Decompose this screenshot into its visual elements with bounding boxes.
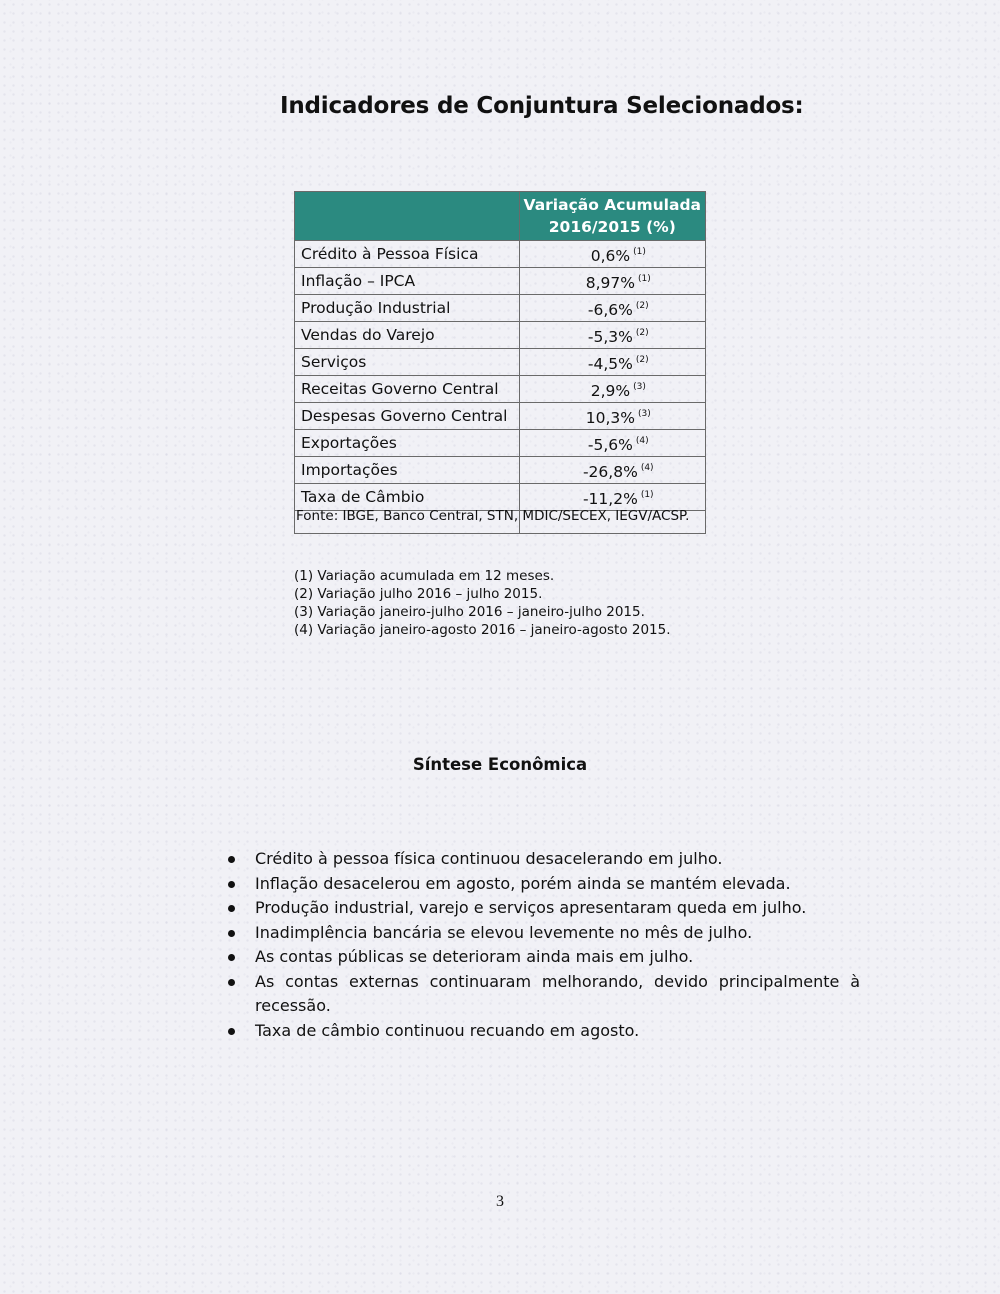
- table-row: [295, 241, 706, 268]
- list-item-text: Taxa de câmbio continuou recuando em agosto.: [255, 1020, 640, 1040]
- list-item: [228, 1019, 860, 1044]
- bullet-icon: [228, 856, 235, 863]
- table-row: [295, 376, 706, 403]
- row-label: Importações: [295, 457, 520, 484]
- row-value-cell: [519, 484, 705, 511]
- row-value-cell: [519, 295, 705, 322]
- row-value-cell: [519, 457, 705, 484]
- row-label: Inflação – IPCA: [295, 268, 520, 295]
- row-value: 8,97%: [585, 274, 636, 292]
- table-row: [295, 295, 706, 322]
- list-item-text: Crédito à pessoa física continuou desacelerando em julho.: [255, 849, 723, 868]
- bullet-icon: [228, 954, 235, 961]
- row-value: 0,6%: [590, 247, 631, 265]
- row-value-cell: [519, 349, 705, 376]
- row-note: (3): [633, 382, 646, 392]
- row-value: -4,5%: [587, 355, 633, 373]
- page-title: Indicadores de Conjuntura Selecionados:: [280, 93, 804, 119]
- row-label: Exportações: [295, 430, 520, 457]
- list-item-text: As contas públicas se deterioram ainda mais em julho.: [255, 947, 694, 966]
- list-item-text: Inflação desacelerou em agosto, porém ainda se mantém elevada.: [255, 873, 791, 893]
- table-row: [295, 457, 706, 484]
- header-line-1: Variação Acumulada: [523, 196, 701, 214]
- bullet-icon: [228, 905, 235, 912]
- row-value-cell: [519, 322, 705, 349]
- table-header-row: [295, 192, 706, 241]
- row-value-cell: [519, 430, 705, 457]
- row-label: Serviços: [295, 349, 520, 376]
- list-item: [228, 921, 860, 946]
- row-note: (4): [640, 463, 654, 473]
- list-item-text: As contas externas continuaram melhorando, devido principalmente à recessão.: [255, 971, 860, 1015]
- list-item: [228, 970, 860, 1019]
- list-item: [228, 945, 860, 970]
- table-source: Fonte: IBGE, Banco Central, STN, MDIC/SECEX, IEGV/ACSP.: [296, 508, 690, 524]
- row-value: -11,2%: [582, 490, 638, 508]
- row-note: (2): [635, 355, 649, 365]
- table-row: [295, 322, 706, 349]
- table-row: [295, 430, 706, 457]
- table-row: [295, 403, 706, 430]
- row-note: (2): [635, 328, 649, 338]
- footnote: (2) Variação julho 2016 – julho 2015.: [294, 586, 543, 602]
- row-value-cell: [519, 376, 705, 403]
- row-label: Produção Industrial: [295, 295, 520, 322]
- row-note: (3): [638, 409, 651, 419]
- summary-list: [228, 847, 860, 1043]
- row-note: (2): [635, 301, 649, 311]
- footnote: (1) Variação acumulada em 12 meses.: [294, 568, 555, 584]
- footnote: (4) Variação janeiro-agosto 2016 – janeiro-agosto 2015.: [294, 622, 671, 638]
- row-label: Taxa de Câmbio: [295, 484, 520, 511]
- row-label: Despesas Governo Central: [295, 403, 520, 430]
- row-note: (1): [633, 247, 646, 257]
- bullet-icon: [228, 1028, 235, 1035]
- row-note: (4): [635, 436, 649, 446]
- row-note: (1): [640, 490, 654, 500]
- header-line-2: 2016/2015 (%): [548, 218, 676, 236]
- footnotes: [294, 567, 671, 639]
- header-empty-cell: [295, 192, 520, 241]
- list-item-text: Produção industrial, varejo e serviços apresentaram queda em julho.: [255, 898, 807, 917]
- bullet-icon: [228, 930, 235, 937]
- list-item: [228, 847, 860, 872]
- row-value: -6,6%: [587, 301, 633, 319]
- row-value: -5,6%: [587, 436, 633, 454]
- row-value: -5,3%: [587, 328, 633, 346]
- list-item-text: Inadimplência bancária se elevou levemente no mês de julho.: [255, 922, 753, 942]
- list-item: [228, 896, 860, 921]
- page-number: 3: [496, 1193, 504, 1210]
- footnote: (3) Variação janeiro-julho 2016 – janeiro-julho 2015.: [294, 604, 645, 620]
- section-title: Síntese Econômica: [412, 755, 588, 774]
- header-cell: [519, 192, 705, 241]
- bullet-icon: [228, 881, 235, 888]
- indicators-table: [294, 191, 706, 534]
- bullet-icon: [228, 979, 235, 986]
- row-label: Vendas do Varejo: [295, 322, 520, 349]
- row-note: (1): [638, 274, 651, 284]
- table-row: [295, 349, 706, 376]
- row-value-cell: [519, 403, 705, 430]
- row-value-cell: [519, 268, 705, 295]
- row-value: 2,9%: [590, 382, 631, 400]
- row-label: Crédito à Pessoa Física: [295, 241, 520, 268]
- row-value-cell: [519, 241, 705, 268]
- row-value: 10,3%: [585, 409, 636, 427]
- table-row: [295, 268, 706, 295]
- row-label: Receitas Governo Central: [295, 376, 520, 403]
- table-row: [295, 484, 706, 511]
- row-value: -26,8%: [582, 463, 638, 481]
- list-item: [228, 872, 860, 897]
